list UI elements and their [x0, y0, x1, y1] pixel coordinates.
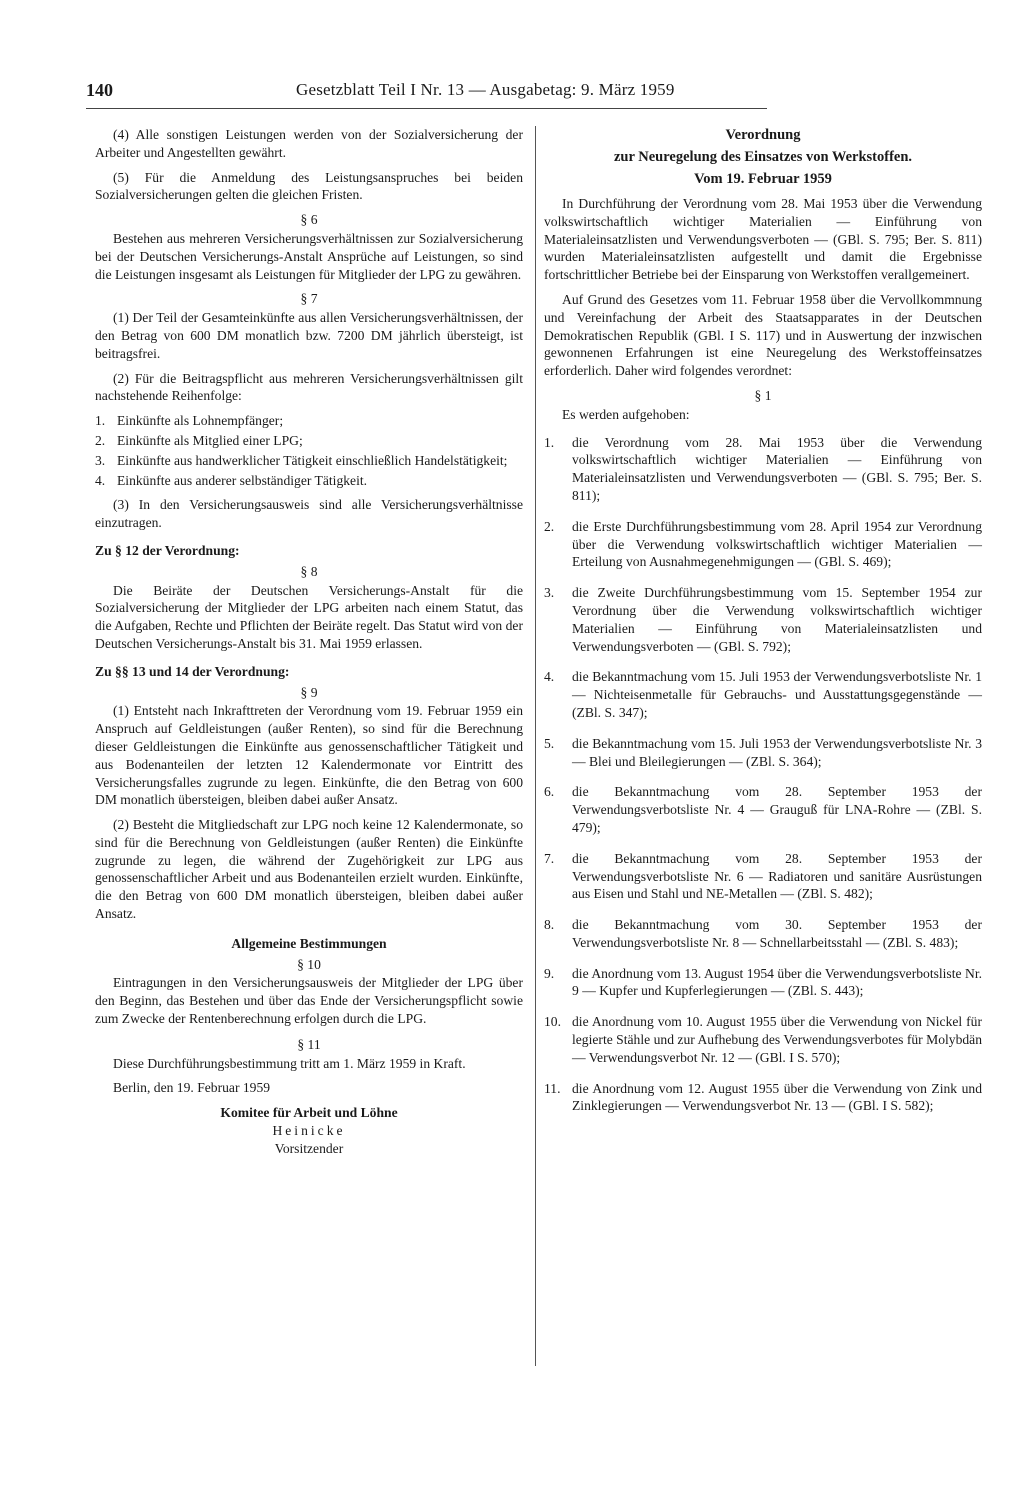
section-1-intro: Es werden aufgehoben:: [562, 406, 690, 422]
section-8-text: Die Beiräte der Deutschen Versicherungs-Anstalt für die Sozialversicherung der Mitglieder der LPG arbeiten nach einem Statut, das die Aufgaben, Rechte und Pflichten der Beiräte regelt. Das Statut wird von der Deutschen Versicherungs-Anstalt bis 31. Mai 1959 erlassen.: [95, 582, 523, 651]
section-11-heading: § 11: [297, 1036, 321, 1052]
heading-zu-12: Zu § 12 der Verordnung:: [95, 542, 240, 558]
list-item: 7. die Bekanntmachung vom 28. September 1953 der Verwendungsverbotsliste Nr. 6 — Radiatoren und sanitäre Ausrüstungen aus Eisen und Stahl und NE-Metallen — (ZBl. S. 482);: [544, 850, 982, 902]
section-10-heading: § 10: [297, 956, 321, 972]
list-item: 4. Einkünfte aus anderer selbständiger Tätigkeit.: [95, 472, 368, 488]
section-7-paragraph-2: (2) Für die Beitragspflicht aus mehreren Versicherungsverhältnissen gilt nachstehende Reihenfolge:: [95, 370, 523, 404]
header-title: Gesetzblatt Teil I Nr. 13 — Ausgabetag: 9. März 1959: [296, 80, 675, 99]
ordinance-title: Verordnung: [725, 127, 801, 143]
income-order-list: [95, 412, 523, 489]
repealed-list: [544, 434, 982, 1116]
section-6-heading: § 6: [300, 212, 318, 228]
left-column: [95, 126, 523, 1158]
list-item: 1. Einkünfte als Lohnempfänger;: [95, 413, 284, 429]
header-rule: [86, 108, 767, 109]
committee-name: Komitee für Arbeit und Löhne: [220, 1105, 398, 1121]
heading-general-provisions: Allgemeine Bestimmungen: [231, 935, 387, 951]
section-6-text: Bestehen aus mehreren Versicherungsverhältnissen zur Sozialversicherung bei der Deutschen Versicherungs-Anstalt Ansprüche auf Leistungen, so sind die Leistungen insgesamt als Leistungen für Mitglieder der LPG zu gewähren.: [95, 230, 523, 282]
section-9-paragraph-2: (2) Besteht die Mitgliedschaft zur LPG noch keine 12 Kalendermonate, so sind für die Berechnung von Geldleistungen (außer Renten) die Einkünfte zugrunde zu legen, die während der Zugehörigkeit zur LPG aus genossenschaftlicher Arbeit und aus Bodenanteilen erzielt wurden. Einkünfte, die den Betrag von 600 DM monatlich übersteigen, bleiben dabei außer Ansatz.: [95, 817, 523, 922]
place-date: Berlin, den 19. Februar 1959: [113, 1080, 271, 1096]
section-11-text: Diese Durchführungsbestimmung tritt am 1. März 1959 in Kraft.: [113, 1055, 466, 1071]
heading-zu-13-14: Zu §§ 13 und 14 der Verordnung:: [95, 663, 290, 679]
section-9-paragraph-1: (1) Entsteht nach Inkrafttreten der Verordnung vom 19. Februar 1959 ein Anspruch auf Geldleistungen (außer Renten), so sind für die Berechnung dieser Geldleistungen die Einkünfte aus genossenschaftlicher Tätigkeit und aus Bodenanteilen der letzten 12 Kalendermonate vor Eintritt des Versicherungsfalles zugrunde zu legen. Einkünfte, die den Betrag von 600 DM monatlich übersteigen, bleiben dabei außer Ansatz.: [95, 703, 523, 808]
section-7-heading: § 7: [300, 291, 318, 307]
list-item: 6. die Bekanntmachung vom 28. September 1953 der Verwendungsverbotsliste Nr. 4 — Grauguß für LNA-Rohre — (ZBl. S. 479);: [544, 784, 982, 835]
paragraph-5: (5) Für die Anmeldung des Leistungsanspruches bei beiden Sozialversicherungen gelten die gleichen Fristen.: [95, 169, 523, 203]
paragraph-4: (4) Alle sonstigen Leistungen werden von der Sozialversicherung der Arbeiter und Angestellten gewährt.: [95, 127, 523, 160]
signer-name: Heinicke: [272, 1123, 346, 1139]
list-item: 3. die Zweite Durchführungsbestimmung vom 15. September 1954 zur Verordnung über die Verwendung volkswirtschaftlich wichtiger Materialien — Einführung von Materialeinsatzlisten und Verwendungsverboten — (GBl. S. 792);: [544, 585, 982, 654]
page-header: [86, 80, 786, 110]
list-item: 1. die Verordnung vom 28. Mai 1953 über die Verwendung volkswirtschaftlich wichtiger Materialien — Einführung von Materialeinsatzlisten und Verwendungsverboten — (GBl. S. 795; Ber. S. 811);: [544, 434, 982, 503]
right-column: [544, 126, 982, 1128]
list-item: 4. die Bekanntmachung vom 15. Juli 1953 der Verwendungsverbotsliste Nr. 1 — Nichteisenmetalle für Gebrauchs- und Ausstattungsgegenstände — (ZBl. S. 347);: [544, 669, 982, 720]
section-1-heading: § 1: [754, 387, 772, 403]
section-9-heading: § 9: [300, 684, 318, 700]
ordinance-date: Vom 19. Februar 1959: [694, 171, 832, 187]
section-7-paragraph-1: (1) Der Teil der Gesamteinkünfte aus allen Versicherungsverhältnissen, der den Betrag von 600 DM monatlich bzw. 7200 DM jährlich übersteigt, ist beitragsfrei.: [95, 310, 523, 361]
list-item: 11. die Anordnung vom 12. August 1955 über die Verwendung von Zink und Zinklegierungen — Verwendungsverbot Nr. 13 — (GBl. I S. 582);: [544, 1080, 982, 1114]
list-item: 10. die Anordnung vom 10. August 1955 über die Verwendung von Nickel für legierte Stähle und zur Aufhebung des Verwendungsverbotes für Molybdän — Verwendungsverbot Nr. 12 — (GBl. I S. 570);: [544, 1014, 982, 1065]
column-divider: [535, 126, 536, 1366]
list-item: 2. die Erste Durchführungsbestimmung vom 28. April 1954 zur Verordnung über die Verwendung volkswirtschaftlich wichtiger Materialien — Erteilung von Ausnahmegenehmigungen — (GBl. S. 469);: [544, 518, 982, 570]
signer-role: Vorsitzender: [274, 1140, 344, 1156]
preamble-paragraph-1: In Durchführung der Verordnung vom 28. Mai 1953 über die Verwendung volkswirtschaftlich wichtiger Materialien — Einführung von Materialeinsatzlisten und Verwendungsverboten — (GBl. S. 795; Ber. S. 811) wurden Materialeinsatzlisten aufgestellt und damit die Ergebnisse fortschrittlicher Betriebe bei der Einsparung von Werkstoffen verallgemeinert.: [544, 196, 982, 283]
list-item: 5. die Bekanntmachung vom 15. Juli 1953 der Verwendungsverbotsliste Nr. 3 — Blei und Bleilegierungen — (ZBl. S. 364);: [544, 735, 982, 769]
list-item: 8. die Bekanntmachung vom 30. September 1953 der Verwendungsverbotsliste Nr. 8 — Schnellarbeitsstahl — (ZBl. S. 483);: [544, 917, 982, 950]
list-item: 2. Einkünfte als Mitglied einer LPG;: [95, 432, 303, 448]
section-10-text: Eintragungen in den Versicherungsausweis der Mitglieder der LPG über den Beginn, das Bestehen und über das Ende der Versicherungspflicht sowie zum Zwecke der Rentenberechnung erfolgen durch die LPG.: [95, 975, 523, 1027]
section-8-heading: § 8: [300, 563, 318, 579]
list-item: 3. Einkünfte aus handwerklicher Tätigkeit einschließlich Handelstätigkeit;: [95, 452, 508, 468]
ordinance-subtitle: zur Neuregelung des Einsatzes von Werkstoffen.: [613, 149, 913, 165]
list-item: 9. die Anordnung vom 13. August 1954 über die Verwendungsverbotsliste Nr. 9 — Kupfer und Kupferlegierungen — (ZBl. S. 443);: [544, 965, 982, 999]
page-number: 140: [86, 80, 113, 100]
preamble-paragraph-2: Auf Grund des Gesetzes vom 11. Februar 1958 über die Vervollkommnung und Vereinfachung der Arbeit des Staatsapparates in der Deutschen Demokratischen Republik (GBl. I S. 117) und in Auswertung der inzwischen gewonnenen Erfahrungen ist eine Neuregelung des Werkstoffeinsatzes erforderlich. Daher wird folgendes verordnet:: [544, 291, 982, 379]
section-7-paragraph-3: (3) In den Versicherungsausweis sind alle Versicherungsverhältnisse einzutragen.: [95, 497, 523, 531]
